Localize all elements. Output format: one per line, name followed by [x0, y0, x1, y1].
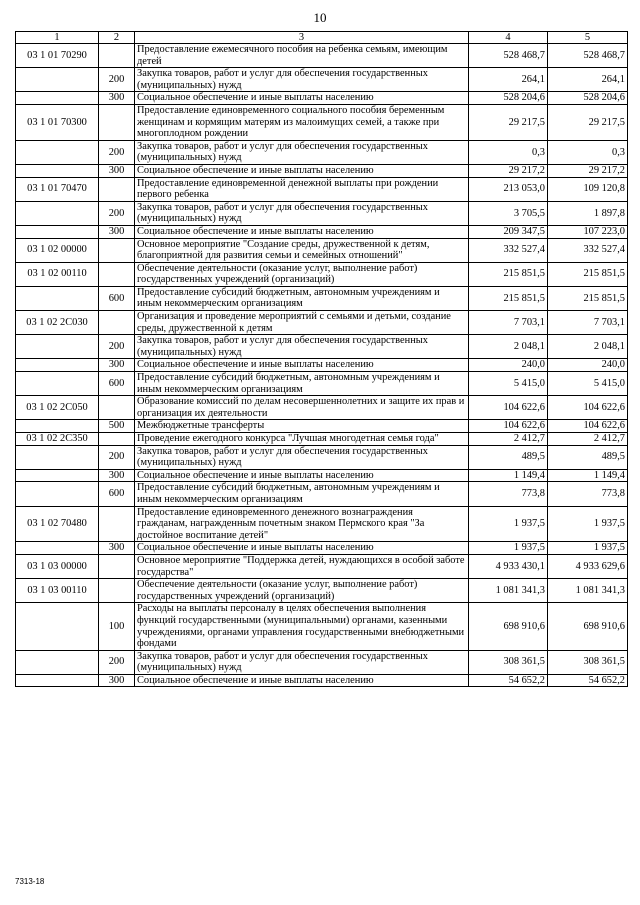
amount-column-4: 2 412,7 [469, 433, 548, 446]
table-row [16, 579, 628, 603]
target-article-code [16, 372, 99, 396]
amount-column-4: 332 527,4 [469, 238, 548, 262]
table-row [16, 420, 628, 433]
amount-column-4: 264,1 [469, 68, 548, 92]
footer-document-code: 7313-18 [15, 877, 45, 886]
table-row [16, 44, 628, 68]
amount-column-4: 698 910,6 [469, 603, 548, 650]
expense-type-code [99, 104, 135, 140]
table-row [16, 262, 628, 286]
amount-column-5: 528 204,6 [548, 92, 628, 105]
amount-column-5: 489,5 [548, 445, 628, 469]
item-description: Социальное обеспечение и иные выплаты населению [135, 164, 469, 177]
column-header-2: 2 [99, 32, 135, 44]
table-row [16, 335, 628, 359]
target-article-code [16, 542, 99, 555]
amount-column-4: 7 703,1 [469, 311, 548, 335]
target-article-code [16, 68, 99, 92]
table-row [16, 311, 628, 335]
item-description: Предоставление ежемесячного пособия на ребенка семьям, имеющим детей [135, 44, 469, 68]
table-row [16, 104, 628, 140]
table-row [16, 542, 628, 555]
amount-column-4: 1 937,5 [469, 506, 548, 542]
table-row [16, 506, 628, 542]
amount-column-5: 7 703,1 [548, 311, 628, 335]
table-row [16, 225, 628, 238]
amount-column-5: 1 081 341,3 [548, 579, 628, 603]
expense-type-code: 300 [99, 542, 135, 555]
amount-column-5: 29 217,5 [548, 104, 628, 140]
amount-column-5: 332 527,4 [548, 238, 628, 262]
amount-column-4: 54 652,2 [469, 674, 548, 687]
expense-type-code [99, 177, 135, 201]
expense-type-code [99, 579, 135, 603]
amount-column-5: 773,8 [548, 482, 628, 506]
target-article-code: 03 1 02 2C350 [16, 433, 99, 446]
expense-type-code: 200 [99, 445, 135, 469]
amount-column-5: 240,0 [548, 359, 628, 372]
target-article-code [16, 674, 99, 687]
item-description: Социальное обеспечение и иные выплаты населению [135, 674, 469, 687]
amount-column-4: 2 048,1 [469, 335, 548, 359]
item-description: Закупка товаров, работ и услуг для обеспечения государственных (муниципальных) нужд [135, 201, 469, 225]
budget-table [15, 31, 628, 687]
item-description: Предоставление субсидий бюджетным, автономным учреждениям и иным некоммерческим организациям [135, 372, 469, 396]
table-row [16, 164, 628, 177]
table-row [16, 68, 628, 92]
item-description: Обеспечение деятельности (оказание услуг, выполнение работ) государственных учреждений (организаций) [135, 579, 469, 603]
item-description: Предоставление единовременного денежного вознаграждения гражданам, награжденным почетным знаком Пермского края "За достойное воспитание детей" [135, 506, 469, 542]
table-row [16, 177, 628, 201]
item-description: Закупка товаров, работ и услуг для обеспечения государственных (муниципальных) нужд [135, 140, 469, 164]
expense-type-code: 200 [99, 68, 135, 92]
item-description: Предоставление единовременной денежной выплаты при рождении первого ребенка [135, 177, 469, 201]
target-article-code: 03 1 02 00000 [16, 238, 99, 262]
target-article-code [16, 164, 99, 177]
target-article-code: 03 1 03 00110 [16, 579, 99, 603]
item-description: Организация и проведение мероприятий с семьями и детьми, создание среды, дружественной к детям [135, 311, 469, 335]
amount-column-5: 2 048,1 [548, 335, 628, 359]
target-article-code: 03 1 02 00110 [16, 262, 99, 286]
amount-column-5: 1 897,8 [548, 201, 628, 225]
item-description: Основное мероприятие "Создание среды, дружественной к детям, благоприятной для развития семьи и семейных отношений" [135, 238, 469, 262]
target-article-code [16, 482, 99, 506]
item-description: Закупка товаров, работ и услуг для обеспечения государственных (муниципальных) нужд [135, 335, 469, 359]
column-header-3: 3 [135, 32, 469, 44]
amount-column-4: 29 217,5 [469, 104, 548, 140]
amount-column-4: 1 937,5 [469, 542, 548, 555]
target-article-code: 03 1 01 70290 [16, 44, 99, 68]
amount-column-4: 104 622,6 [469, 396, 548, 420]
item-description: Социальное обеспечение и иные выплаты населению [135, 225, 469, 238]
amount-column-4: 528 468,7 [469, 44, 548, 68]
amount-column-4: 29 217,2 [469, 164, 548, 177]
expense-type-code: 100 [99, 603, 135, 650]
expense-type-code: 300 [99, 359, 135, 372]
item-description: Предоставление субсидий бюджетным, автономным учреждениям и иным некоммерческим организациям [135, 286, 469, 310]
target-article-code [16, 469, 99, 482]
table-row [16, 286, 628, 310]
table-row [16, 396, 628, 420]
expense-type-code [99, 506, 135, 542]
amount-column-4: 4 933 430,1 [469, 554, 548, 578]
amount-column-4: 1 149,4 [469, 469, 548, 482]
item-description: Закупка товаров, работ и услуг для обеспечения государственных (муниципальных) нужд [135, 445, 469, 469]
expense-type-code [99, 44, 135, 68]
amount-column-4: 215 851,5 [469, 286, 548, 310]
target-article-code [16, 335, 99, 359]
amount-column-4: 215 851,5 [469, 262, 548, 286]
page-number: 10 [313, 10, 327, 25]
table-row [16, 603, 628, 650]
amount-column-4: 104 622,6 [469, 420, 548, 433]
item-description: Предоставление единовременного социального пособия беременным женщинам и кормящим матерям из малоимущих семей, а также при многоплодном рождении [135, 104, 469, 140]
expense-type-code: 600 [99, 482, 135, 506]
column-header-1: 1 [16, 32, 99, 44]
expense-type-code: 600 [99, 372, 135, 396]
amount-column-5: 2 412,7 [548, 433, 628, 446]
table-row [16, 372, 628, 396]
amount-column-5: 109 120,8 [548, 177, 628, 201]
target-article-code [16, 420, 99, 433]
expense-type-code: 200 [99, 335, 135, 359]
table-row [16, 650, 628, 674]
target-article-code: 03 1 01 70470 [16, 177, 99, 201]
amount-column-5: 104 622,6 [548, 396, 628, 420]
item-description: Образование комиссий по делам несовершеннолетних и защите их прав и организация их деятельности [135, 396, 469, 420]
amount-column-4: 5 415,0 [469, 372, 548, 396]
expense-type-code: 200 [99, 650, 135, 674]
expense-type-code [99, 554, 135, 578]
amount-column-5: 215 851,5 [548, 286, 628, 310]
table-row [16, 554, 628, 578]
item-description: Обеспечение деятельности (оказание услуг, выполнение работ) государственных учреждений (организаций) [135, 262, 469, 286]
target-article-code [16, 201, 99, 225]
target-article-code [16, 140, 99, 164]
table-row [16, 482, 628, 506]
target-article-code [16, 603, 99, 650]
amount-column-4: 489,5 [469, 445, 548, 469]
table-row [16, 359, 628, 372]
column-header-5: 5 [548, 32, 628, 44]
target-article-code [16, 92, 99, 105]
amount-column-5: 5 415,0 [548, 372, 628, 396]
amount-column-4: 209 347,5 [469, 225, 548, 238]
target-article-code [16, 650, 99, 674]
table-row [16, 140, 628, 164]
amount-column-5: 215 851,5 [548, 262, 628, 286]
expense-type-code [99, 396, 135, 420]
table-row [16, 433, 628, 446]
target-article-code [16, 359, 99, 372]
table-row [16, 445, 628, 469]
expense-type-code: 300 [99, 164, 135, 177]
item-description: Проведение ежегодного конкурса "Лучшая многодетная семья года" [135, 433, 469, 446]
target-article-code [16, 286, 99, 310]
amount-column-4: 1 081 341,3 [469, 579, 548, 603]
target-article-code: 03 1 02 2C030 [16, 311, 99, 335]
amount-column-5: 308 361,5 [548, 650, 628, 674]
amount-column-5: 4 933 629,6 [548, 554, 628, 578]
amount-column-5: 107 223,0 [548, 225, 628, 238]
expense-type-code [99, 311, 135, 335]
target-article-code: 03 1 01 70300 [16, 104, 99, 140]
expense-type-code: 200 [99, 140, 135, 164]
item-description: Социальное обеспечение и иные выплаты населению [135, 92, 469, 105]
table-row [16, 201, 628, 225]
target-article-code [16, 225, 99, 238]
amount-column-5: 29 217,2 [548, 164, 628, 177]
table-row [16, 469, 628, 482]
target-article-code: 03 1 02 70480 [16, 506, 99, 542]
target-article-code: 03 1 02 2C050 [16, 396, 99, 420]
item-description: Межбюджетные трансферты [135, 420, 469, 433]
amount-column-5: 698 910,6 [548, 603, 628, 650]
expense-type-code [99, 433, 135, 446]
item-description: Социальное обеспечение и иные выплаты населению [135, 542, 469, 555]
amount-column-4: 0,3 [469, 140, 548, 164]
amount-column-5: 1 149,4 [548, 469, 628, 482]
item-description: Предоставление субсидий бюджетным, автономным учреждениям и иным некоммерческим организациям [135, 482, 469, 506]
amount-column-4: 3 705,5 [469, 201, 548, 225]
table-row [16, 92, 628, 105]
item-description: Социальное обеспечение и иные выплаты населению [135, 359, 469, 372]
item-description: Закупка товаров, работ и услуг для обеспечения государственных (муниципальных) нужд [135, 650, 469, 674]
amount-column-5: 0,3 [548, 140, 628, 164]
amount-column-4: 773,8 [469, 482, 548, 506]
table-row [16, 238, 628, 262]
target-article-code: 03 1 03 00000 [16, 554, 99, 578]
amount-column-4: 213 053,0 [469, 177, 548, 201]
target-article-code [16, 445, 99, 469]
amount-column-5: 264,1 [548, 68, 628, 92]
amount-column-4: 308 361,5 [469, 650, 548, 674]
expense-type-code [99, 238, 135, 262]
expense-type-code: 500 [99, 420, 135, 433]
expense-type-code: 600 [99, 286, 135, 310]
expense-type-code: 300 [99, 92, 135, 105]
amount-column-5: 528 468,7 [548, 44, 628, 68]
expense-type-code: 200 [99, 201, 135, 225]
expense-type-code [99, 262, 135, 286]
amount-column-4: 528 204,6 [469, 92, 548, 105]
amount-column-5: 1 937,5 [548, 542, 628, 555]
column-header-4: 4 [469, 32, 548, 44]
amount-column-5: 104 622,6 [548, 420, 628, 433]
amount-column-4: 240,0 [469, 359, 548, 372]
expense-type-code: 300 [99, 225, 135, 238]
column-number-row [16, 32, 628, 44]
table-row [16, 674, 628, 687]
expense-type-code: 300 [99, 674, 135, 687]
item-description: Расходы на выплаты персоналу в целях обеспечения выполнения функций государственными (муниципальными) органами, казенными учреждениями, органами управления государственными внебюджетными фондами [135, 603, 469, 650]
amount-column-5: 54 652,2 [548, 674, 628, 687]
item-description: Основное мероприятие "Поддержка детей, нуждающихся в особой заботе государства" [135, 554, 469, 578]
item-description: Закупка товаров, работ и услуг для обеспечения государственных (муниципальных) нужд [135, 68, 469, 92]
item-description: Социальное обеспечение и иные выплаты населению [135, 469, 469, 482]
amount-column-5: 1 937,5 [548, 506, 628, 542]
expense-type-code: 300 [99, 469, 135, 482]
